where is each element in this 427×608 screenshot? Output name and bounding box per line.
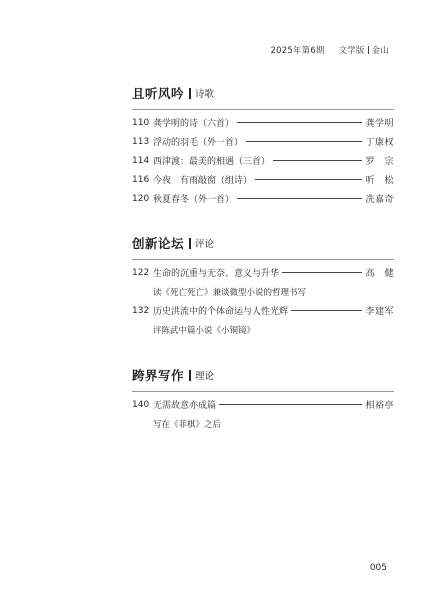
section-name: 且听风吟: [132, 86, 185, 101]
section-criticism: [132, 234, 394, 336]
entry-author: 李建军: [365, 307, 394, 317]
journal-name: 金山: [371, 46, 389, 56]
section-genre: 诗歌: [195, 89, 215, 100]
section-genre: 评论: [195, 239, 215, 250]
toc-entry[interactable]: [132, 398, 394, 411]
entry-page: 113: [132, 136, 150, 147]
edition-label: 文学版: [338, 46, 365, 56]
entry-author: 丁康权: [365, 138, 394, 148]
leader-line: [282, 272, 362, 273]
section-name: 创新论坛: [132, 236, 185, 251]
leader-line: [246, 141, 362, 142]
entry-author: 冼嘉奇: [365, 195, 394, 205]
section-heading: [132, 366, 394, 384]
entry-title: 无需故意亦成篇: [153, 401, 217, 411]
entry-title: 生命的沉重与无奈、意义与升华: [153, 269, 280, 279]
entry-author: 龚学明: [365, 119, 394, 129]
entry-author: 罗 宗: [365, 157, 394, 167]
issue-number: 2025年第6期: [270, 46, 325, 56]
section-heading: [132, 234, 394, 252]
entry-title: 今夜 有雨敲窗（组诗）: [153, 176, 253, 186]
leader-line: [219, 404, 362, 405]
toc-entry[interactable]: [132, 116, 394, 129]
leader-line: [237, 122, 362, 123]
toc-entry[interactable]: [132, 135, 394, 148]
entry-page: 122: [132, 267, 150, 278]
section-bar: [189, 370, 191, 381]
entry-title: 历史洪流中的个体命运与人性光辉: [153, 307, 289, 317]
entry-author: 听 松: [365, 176, 394, 186]
toc-entry[interactable]: [132, 192, 394, 205]
header-divider: [368, 46, 369, 54]
entry-author: 相裕亭: [365, 401, 394, 411]
entry-page: 114: [132, 155, 150, 166]
section-crossover: [132, 366, 394, 430]
entry-title: 浮动的羽毛（外一首）: [153, 138, 244, 148]
entry-author: 高 健: [365, 269, 394, 279]
entry-page: 120: [132, 193, 150, 204]
leader-line: [273, 160, 362, 161]
section-poetry: [132, 84, 394, 205]
section-name: 跨界写作: [132, 368, 185, 383]
entry-subtitle: 评陈武中篇小说《小铜镜》: [153, 325, 256, 336]
toc-entry[interactable]: [132, 266, 394, 279]
entry-page: 110: [132, 117, 150, 128]
section-genre: 理论: [195, 371, 215, 382]
toc-entry[interactable]: [132, 173, 394, 186]
section-heading: [132, 84, 394, 102]
leader-line: [291, 310, 362, 311]
entry-page: 132: [132, 305, 150, 316]
leader-line: [255, 179, 362, 180]
toc-entry[interactable]: [132, 304, 394, 317]
entry-title: 龚学明的诗（六首）: [153, 119, 235, 129]
entry-title: 秋夏春冬（外一首）: [153, 195, 235, 205]
leader-line: [237, 198, 362, 199]
entry-subtitle: 写在《菲棋》之后: [153, 419, 222, 430]
entry-subtitle: 读《死亡死亡》兼谈微型小说的哲理书写: [153, 287, 307, 298]
toc-entry[interactable]: [132, 154, 394, 167]
issue-header: [271, 44, 389, 56]
section-bar: [189, 238, 191, 249]
entry-page: 140: [132, 399, 150, 410]
entry-page: 116: [132, 174, 150, 185]
page-number: 005: [369, 563, 387, 573]
entry-title: 西津渡：最美的相遇（三首）: [153, 157, 271, 167]
section-bar: [189, 88, 191, 99]
